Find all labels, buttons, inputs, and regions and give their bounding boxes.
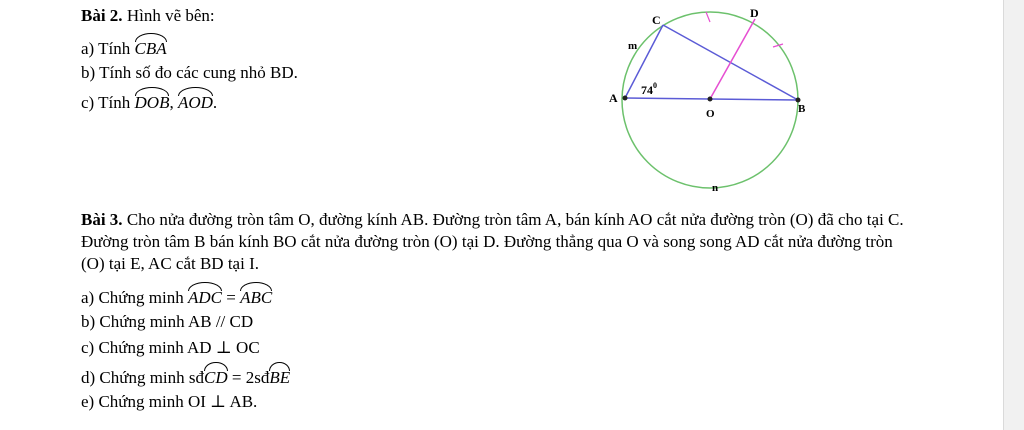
point-a <box>623 96 628 101</box>
segment-od <box>710 19 755 99</box>
tick-mark-1 <box>706 12 710 22</box>
bai3-part-e: e) Chứng minh OI ⊥ AB. <box>81 392 258 411</box>
bai3-d-arc2: BE <box>269 365 290 388</box>
bai2-a-arc: CBA <box>135 36 167 59</box>
bai2-c-prefix: c) Tính <box>81 93 131 112</box>
bai3-d-mid: = 2sđ <box>227 368 270 387</box>
label-n: n <box>712 182 719 194</box>
bai3-paragraph <box>81 209 911 275</box>
bai3-part-a <box>81 285 272 308</box>
bai2-c-end: . <box>212 93 218 112</box>
bai3-d-arc1: CD <box>204 365 228 388</box>
bai3-d-prefix: d) Chứng minh sđ <box>81 368 205 387</box>
bai2-c-sep: , <box>169 93 178 112</box>
bai3-a-arc2: ABC <box>240 285 272 308</box>
label-b: B <box>798 103 806 115</box>
label-angle <box>641 81 657 97</box>
bai3-part-d <box>81 365 290 388</box>
bai2-heading: Bài 2. <box>81 6 123 25</box>
bai3-a-eq: = <box>221 288 241 307</box>
geometry-figure <box>600 0 860 200</box>
scrollbar-track[interactable] <box>1003 0 1024 430</box>
bai2-heading-line <box>81 6 215 26</box>
bai2-c-arc2: AOD <box>178 90 213 113</box>
bai2-a-prefix: a) Tính <box>81 39 131 58</box>
point-b <box>796 98 801 103</box>
label-a: A <box>609 91 618 105</box>
bai3-a-arc1: ADC <box>188 285 222 308</box>
bai2-part-b: b) Tính số đo các cung nhỏ BD. <box>81 63 298 82</box>
angle-degree: 0 <box>653 81 657 90</box>
bai2-part-a <box>81 36 167 59</box>
bai3-part-c: c) Chứng minh AD ⊥ OC <box>81 338 260 357</box>
bai2-c-arc1: DOB <box>135 90 170 113</box>
bai3-a-prefix: a) Chứng minh <box>81 288 184 307</box>
label-d: D <box>750 6 759 20</box>
bai3-part-b: b) Chứng minh AB // CD <box>81 312 254 331</box>
bai2-title: Hình vẽ bên: <box>126 6 215 25</box>
point-o <box>708 97 713 102</box>
angle-value: 74 <box>641 83 653 97</box>
label-m: m <box>628 40 638 52</box>
bai3-heading: Bài 3. <box>81 210 123 229</box>
label-c: C <box>652 13 661 27</box>
bai3-body: Cho nửa đường tròn tâm O, đường kính AB. Đường tròn tâm A, bán kính AO cắt nửa đường tròn (O) đã cho tại C. Đường tròn tâm B bán kính BO cắt nửa đường tròn (O) tại D. Đường thẳng qua O và song song AD cắt nửa đường tròn (O) tại E, AC cắt BD tại I. <box>81 210 904 273</box>
bai2-part-c <box>81 90 217 113</box>
label-o: O <box>706 108 715 120</box>
